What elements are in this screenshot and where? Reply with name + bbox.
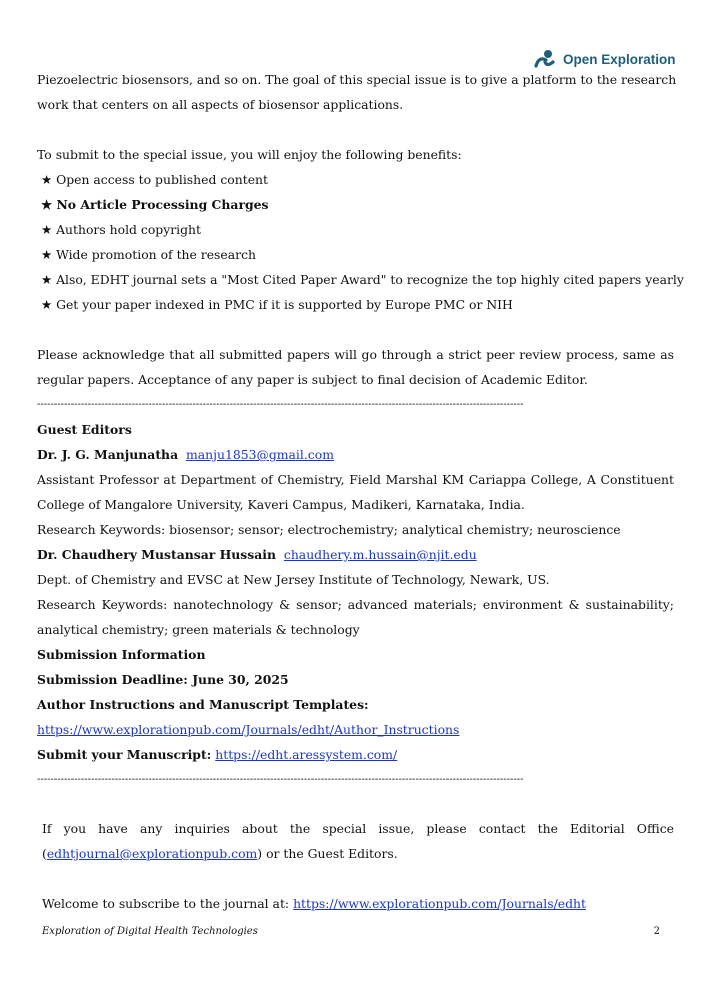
separator: ------------------------------------------------------------------------------------------------------------------------------------------------ (37, 774, 524, 785)
editor-2-header (37, 542, 674, 567)
editor-2-keywords-2: analytical chemistry; green materials & technology (37, 622, 360, 637)
submit-manuscript-label: Submit your Manuscript: (37, 747, 212, 762)
page-number: 2 (653, 926, 660, 937)
editor-1-email-link[interactable]: manju1853@gmail.com (186, 447, 334, 462)
subscribe-line (42, 891, 674, 916)
author-instructions-label: Author Instructions and Manuscript Templates: (37, 697, 369, 712)
editor-1-name: Dr. J. G. Manjunatha (37, 447, 179, 462)
open-exploration-logo-icon (533, 49, 557, 69)
benefit-item: ★ Authors hold copyright (41, 222, 202, 237)
subscribe-label: Welcome to subscribe to the journal at: (42, 896, 290, 911)
star-icon: ★ (41, 272, 53, 287)
editor-1-affiliation-1: Assistant Professor at Department of Chemistry, Field Marshal KM Cariappa College, A Constituent (37, 472, 674, 487)
review-line-2: regular papers. Acceptance of any paper is subject to final decision of Academic Editor. (37, 372, 588, 387)
benefit-item: ★ Wide promotion of the research (41, 247, 256, 262)
submission-heading: Submission Information (37, 647, 206, 662)
guest-editors-heading: Guest Editors (37, 422, 132, 437)
editorial-office-email-link[interactable]: edhtjournal@explorationpub.com (46, 846, 258, 861)
star-icon: ★ (41, 297, 53, 312)
star-icon: ★ (41, 197, 53, 212)
inquiry-section (42, 816, 674, 916)
inquiry-line-2: (edhtjournal@explorationpub.com) or the Guest Editors. (42, 846, 398, 861)
benefit-item: ★ Open access to published content (41, 172, 268, 187)
benefit-item: ★ No Article Processing Charges (41, 197, 269, 212)
editor-1-header (37, 442, 674, 467)
submit-manuscript-link[interactable]: https://edht.aressystem.com/ (215, 747, 398, 762)
separator: ------------------------------------------------------------------------------------------------------------------------------------------------ (37, 399, 524, 410)
page-footer (42, 926, 660, 937)
inquiry-line-1: If you have any inquiries about the special issue, please contact the Editorial Office (42, 821, 674, 836)
logo-text: Open Exploration (563, 51, 676, 67)
footer-journal-name: Exploration of Digital Health Technologies (42, 926, 258, 937)
editor-2-affiliation: Dept. of Chemistry and EVSC at New Jersey Institute of Technology, Newark, US. (37, 572, 550, 587)
submit-manuscript-row (37, 742, 674, 767)
intro-line-1: Piezoelectric biosensors, and so on. The goal of this special issue is to give a platform to the research (37, 72, 677, 87)
review-line-1: Please acknowledge that all submitted papers will go through a strict peer review process, same as (37, 347, 674, 362)
submission-deadline: Submission Deadline: June 30, 2025 (37, 672, 289, 687)
editor-1-affiliation-2: College of Mangalore University, Kaveri Campus, Madikeri, Karnataka, India. (37, 497, 525, 512)
author-instructions-link[interactable]: https://www.explorationpub.com/Journals/edht/Author_Instructions (37, 722, 460, 737)
journal-logo (533, 49, 676, 69)
page-content (37, 67, 684, 792)
subscribe-link[interactable]: https://www.explorationpub.com/Journals/edht (293, 896, 586, 911)
editor-2-email-link[interactable]: chaudhery.m.hussain@njit.edu (283, 547, 477, 562)
star-icon: ★ (41, 247, 53, 262)
intro-line-2: work that centers on all aspects of biosensor applications. (37, 97, 404, 112)
benefit-item: ★ Also, EDHT journal sets a "Most Cited Paper Award" to recognize the top highly cited papers yearly (41, 272, 684, 287)
editor-2-name: Dr. Chaudhery Mustansar Hussain (37, 547, 276, 562)
benefit-item: ★ Get your paper indexed in PMC if it is supported by Europe PMC or NIH (41, 297, 513, 312)
benefits-lead: To submit to the special issue, you will enjoy the following benefits: (37, 147, 462, 162)
editor-1-keywords: Research Keywords: biosensor; sensor; electrochemistry; analytical chemistry; neuroscience (37, 522, 621, 537)
star-icon: ★ (41, 172, 53, 187)
star-icon: ★ (41, 222, 53, 237)
editor-2-keywords-1: Research Keywords: nanotechnology & sensor; advanced materials; environment & sustainability; (37, 597, 674, 612)
